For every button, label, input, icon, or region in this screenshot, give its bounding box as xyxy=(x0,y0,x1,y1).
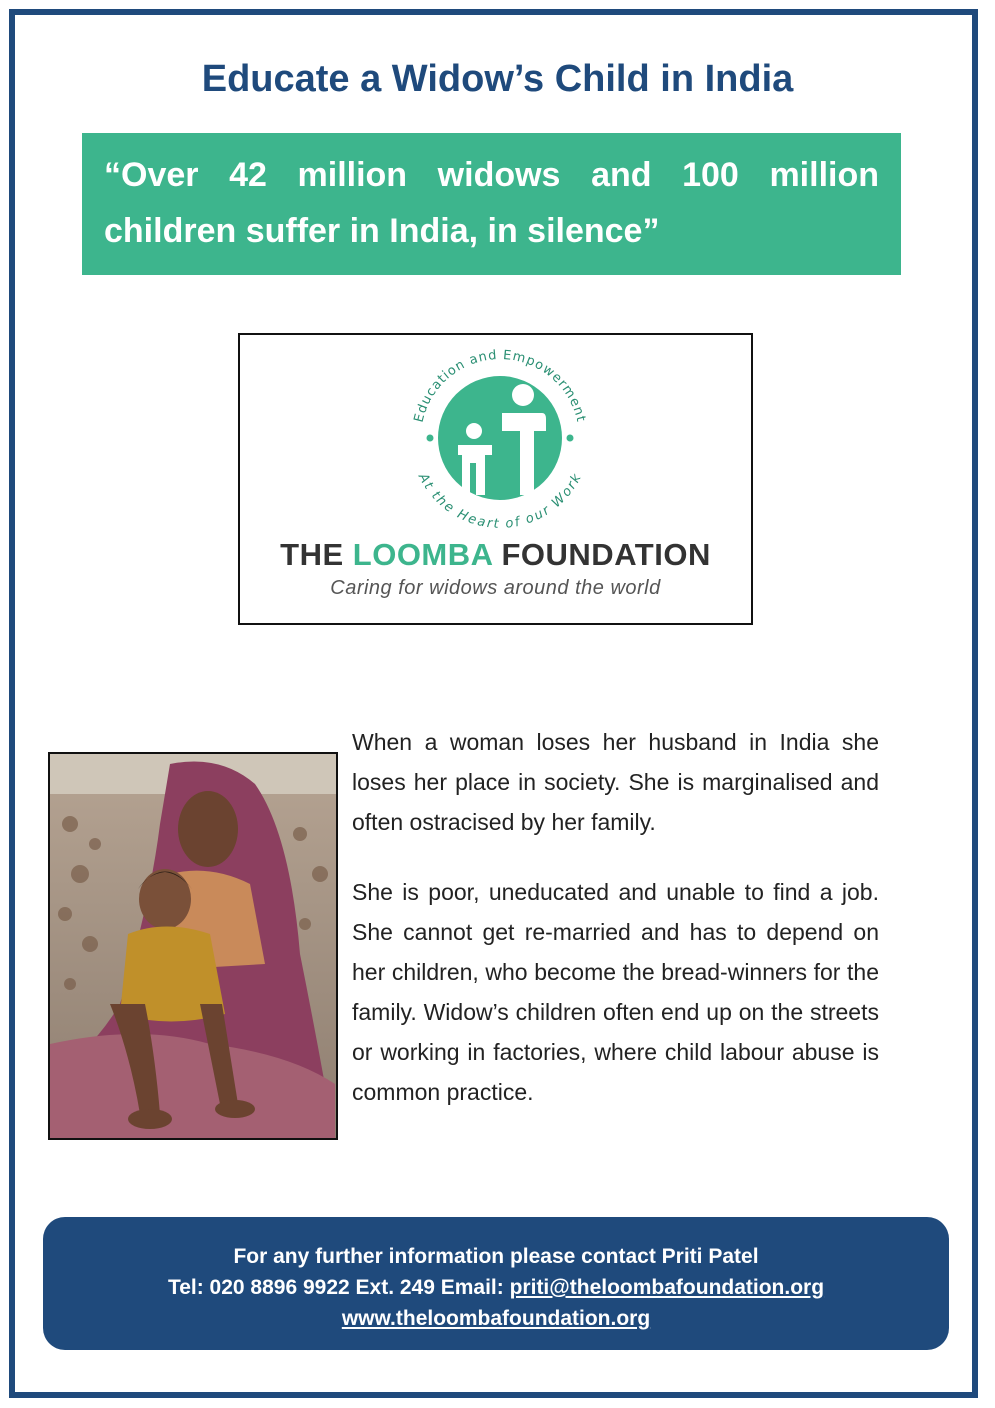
body-paragraph-2: She is poor, uneducated and unable to find a job. She cannot get re-married and has to depend on her children, who become the bread-winners for the family. Widow’s children often end up on the streets or working in factories, where child labour abuse is common practice. xyxy=(352,879,879,1105)
logo-arc-bottom-text: At the Heart of our Work xyxy=(415,470,585,532)
logo-name xyxy=(240,537,751,573)
page-title: Educate a Widow’s Child in India xyxy=(201,58,794,100)
contact-footer xyxy=(43,1217,949,1350)
logo-tagline: Caring for widows around the world xyxy=(330,577,661,599)
photo-illustration xyxy=(50,754,338,1140)
logo-emblem-icon xyxy=(240,335,755,535)
quote-text: “Over 42 million widows and 100 million children suffer in India, in silence” xyxy=(104,156,879,250)
email-link[interactable]: priti@theloombafoundation.org xyxy=(509,1276,825,1299)
contact-line: For any further information please contact Priti Patel xyxy=(233,1245,759,1268)
logo-name-prefix: THE xyxy=(280,537,353,572)
logo-name-accent: LOOMBA xyxy=(352,537,493,572)
body-text xyxy=(352,722,879,1112)
widow-and-child-photo xyxy=(48,752,338,1140)
logo-arc-top-text: Education and Empowerment xyxy=(411,347,589,425)
contact-tel-email xyxy=(43,1272,949,1303)
tel-label: Tel: 020 8896 9922 Ext. 249 Email: xyxy=(167,1276,510,1299)
foundation-logo xyxy=(238,333,753,625)
website-link[interactable]: www.theloombafoundation.org xyxy=(341,1307,651,1330)
logo-name-suffix: FOUNDATION xyxy=(492,537,711,572)
quote-banner xyxy=(82,133,901,275)
body-paragraph-1: When a woman loses her husband in India she loses her place in society. She is marginalised and often ostracised by her family. xyxy=(352,729,879,835)
